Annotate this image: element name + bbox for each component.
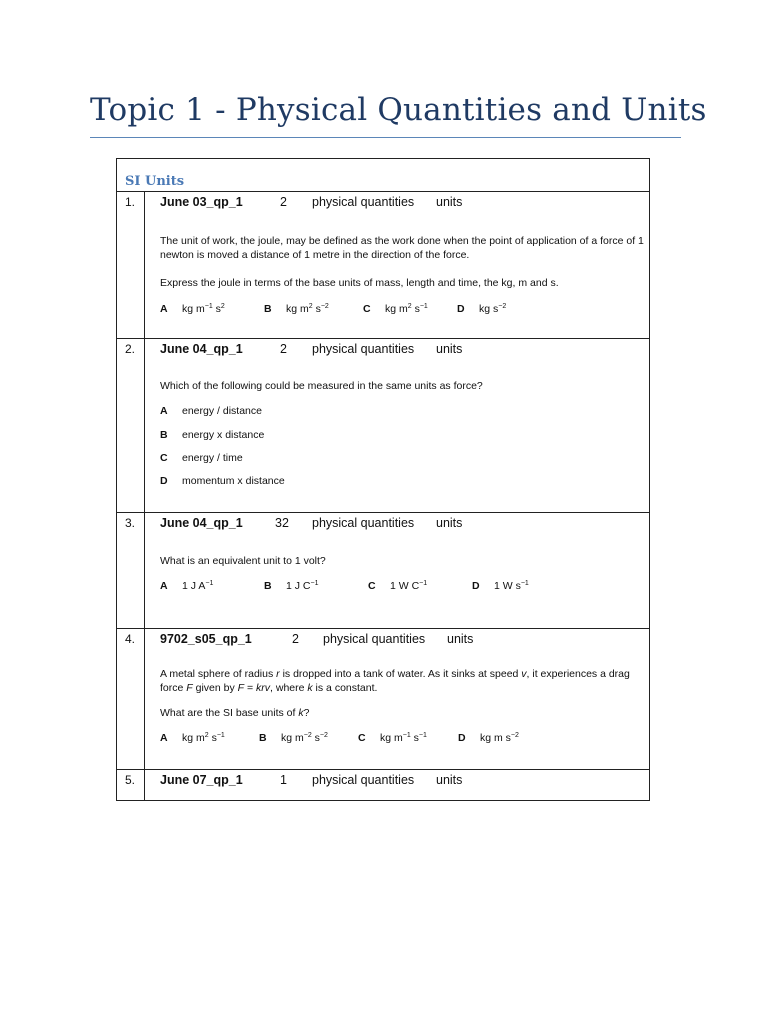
number-cell (117, 339, 145, 512)
question-text: Which of the following could be measured in the same units as force? (160, 380, 483, 392)
answer-option: C energy / time (160, 452, 243, 464)
answer-option: A energy / distance (160, 405, 262, 417)
question-category: physical quantities (312, 773, 415, 787)
answer-option: C kg $m^{-1}$ $s^{-1}$ (358, 732, 427, 744)
question-category: physical quantities (312, 195, 415, 209)
question-code: 9702_s05_qp_1 (160, 632, 252, 646)
question-code: June 07_qp_1 (160, 773, 243, 787)
answer-option: D momentum x distance (160, 475, 285, 487)
question-number: 1. (125, 195, 136, 209)
answer-option: D 1 W $s^{-1}$ (472, 580, 529, 592)
question-number: 2. (125, 342, 136, 356)
number-cell (117, 770, 145, 800)
answer-option: D kg $s^{-2}$ (457, 303, 507, 315)
question-row-1 (117, 192, 649, 339)
answer-option: C 1 W $C^{-1}$ (368, 580, 428, 592)
answer-option: A kg $m^{-1}$ $s^2$ (160, 303, 225, 315)
question-number: 3. (125, 516, 136, 530)
number-cell (117, 513, 145, 628)
question-code: June 04_qp_1 (160, 342, 243, 356)
question-text: The unit of work, the joule, may be defined as the work done when the point of application of a force of 1 newton is moved a distance of 1 metre in the direction of the force. (160, 235, 644, 261)
questions-table (116, 158, 650, 801)
answer-option: A kg $m^2$ $s^{-1}$ (160, 732, 225, 744)
question-subcategory: units (436, 516, 463, 530)
question-index: 2 (280, 195, 287, 209)
answer-option: B kg $m^2$ $s^{-2}$ (264, 303, 329, 315)
answer-option: A 1 J $A^{-1}$ (160, 580, 214, 592)
question-row-2 (117, 339, 649, 513)
question-category: physical quantities (312, 516, 415, 530)
question-text: What are the SI base units of k? (160, 707, 310, 719)
question-subcategory: units (436, 195, 463, 209)
question-subcategory: units (436, 342, 463, 356)
question-number: 5. (125, 773, 136, 787)
question-code: June 03_qp_1 (160, 195, 243, 209)
answer-option: B kg $m^{-2}$ $s^{-2}$ (259, 732, 328, 744)
question-row-4 (117, 629, 649, 770)
number-cell (117, 192, 145, 338)
answer-option: B 1 J $C^{-1}$ (264, 580, 319, 592)
question-text: What is an equivalent unit to 1 volt? (160, 555, 326, 567)
number-cell (117, 629, 145, 769)
question-category: physical quantities (323, 632, 426, 646)
question-index: 32 (275, 516, 289, 530)
question-number: 4. (125, 632, 136, 646)
answer-option: D kg m $s^{-2}$ (458, 732, 519, 744)
question-index: 1 (280, 773, 287, 787)
question-text: Express the joule in terms of the base units of mass, length and time, the kg, m and s. (160, 277, 559, 289)
question-index: 2 (292, 632, 299, 646)
title-divider (90, 137, 681, 138)
question-text: A metal sphere of radius r is dropped into a tank of water. As it sinks at speed v, it experiences a drag force F given by F = krv, where k is a constant. (160, 668, 630, 694)
question-subcategory: units (447, 632, 474, 646)
section-title: SI Units (125, 174, 185, 189)
question-code: June 04_qp_1 (160, 516, 243, 530)
question-subcategory: units (436, 773, 463, 787)
question-row-3 (117, 513, 649, 629)
question-category: physical quantities (312, 342, 415, 356)
answer-option: C kg $m^2$ $s^{-1}$ (363, 303, 428, 315)
question-index: 2 (280, 342, 287, 356)
question-row-5 (117, 770, 649, 800)
page-title: Topic 1 - Physical Quantities and Units (90, 92, 707, 128)
answer-option: B energy x distance (160, 429, 265, 441)
section-header (117, 159, 649, 192)
